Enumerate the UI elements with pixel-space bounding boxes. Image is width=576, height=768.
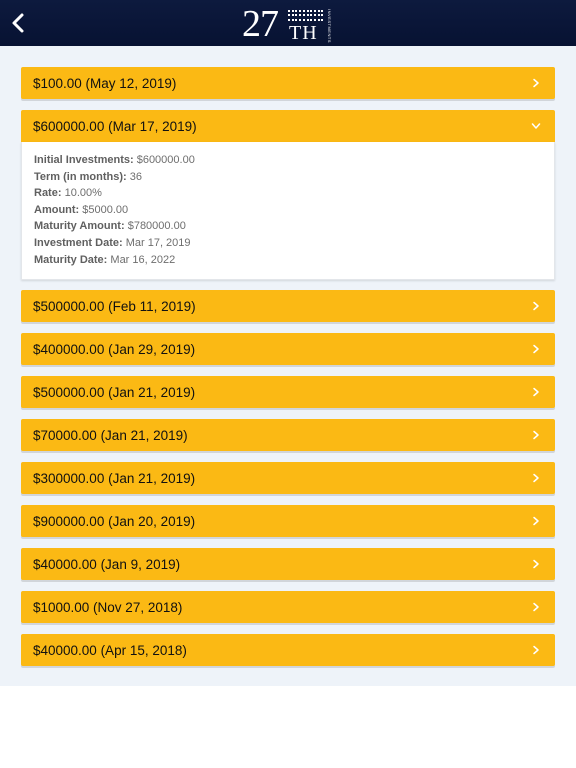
investment-item[interactable] bbox=[21, 548, 555, 580]
investment-item-label: $500000.00 (Jan 21, 2019) bbox=[33, 384, 196, 400]
detail-value: $5000.00 bbox=[82, 203, 129, 216]
chevron-right-icon bbox=[532, 559, 540, 569]
detail-row bbox=[34, 218, 542, 235]
logo-grid-icon bbox=[288, 10, 324, 22]
logo-suffix: TH bbox=[289, 22, 318, 44]
expand-toggle[interactable] bbox=[531, 602, 541, 612]
detail-row bbox=[34, 235, 542, 252]
investment-item[interactable] bbox=[21, 376, 555, 408]
investment-item-label: $70000.00 (Jan 21, 2019) bbox=[33, 427, 188, 443]
collapse-toggle[interactable] bbox=[531, 121, 541, 131]
chevron-down-icon bbox=[531, 122, 541, 130]
investment-item[interactable] bbox=[21, 634, 555, 666]
investment-item[interactable] bbox=[21, 290, 555, 322]
investment-item-label: $900000.00 (Jan 20, 2019) bbox=[33, 513, 196, 529]
investment-item-label: $300000.00 (Jan 21, 2019) bbox=[33, 470, 196, 486]
investment-item[interactable] bbox=[21, 505, 555, 537]
investment-item[interactable] bbox=[21, 333, 555, 365]
detail-row bbox=[34, 152, 542, 169]
detail-row bbox=[34, 252, 542, 269]
expand-toggle[interactable] bbox=[531, 387, 541, 397]
chevron-right-icon bbox=[532, 516, 540, 526]
investment-details-panel bbox=[21, 142, 555, 280]
expand-toggle[interactable] bbox=[531, 430, 541, 440]
detail-key: Maturity Amount: bbox=[34, 220, 125, 233]
expand-toggle[interactable] bbox=[531, 301, 541, 311]
logo-subtitle: INVESTMENTS bbox=[327, 9, 332, 43]
detail-value: $780000.00 bbox=[127, 220, 186, 233]
investment-list-area bbox=[0, 46, 576, 686]
back-button[interactable] bbox=[4, 8, 32, 38]
app-logo bbox=[242, 3, 334, 43]
chevron-right-icon bbox=[532, 430, 540, 440]
investment-item-label: $600000.00 (Mar 17, 2019) bbox=[33, 118, 197, 134]
detail-row bbox=[34, 169, 542, 186]
expand-toggle[interactable] bbox=[531, 78, 541, 88]
expand-toggle[interactable] bbox=[531, 559, 541, 569]
detail-row bbox=[34, 202, 542, 219]
chevron-right-icon bbox=[532, 387, 540, 397]
detail-key: Initial Investments: bbox=[34, 154, 134, 166]
expand-toggle[interactable] bbox=[531, 344, 541, 354]
detail-row bbox=[34, 185, 542, 202]
detail-value: Mar 16, 2022 bbox=[110, 253, 176, 266]
investment-item[interactable] bbox=[21, 462, 555, 494]
investment-item[interactable] bbox=[21, 110, 555, 142]
investment-item-label: $40000.00 (Apr 15, 2018) bbox=[33, 642, 187, 658]
expand-toggle[interactable] bbox=[531, 516, 541, 526]
top-nav-bar bbox=[0, 0, 576, 46]
chevron-right-icon bbox=[532, 78, 540, 88]
chevron-right-icon bbox=[532, 602, 540, 612]
expand-toggle[interactable] bbox=[531, 645, 541, 655]
investment-item-label: $100.00 (May 12, 2019) bbox=[33, 75, 177, 91]
investment-list bbox=[21, 67, 555, 677]
investment-item-label: $500000.00 (Feb 11, 2019) bbox=[33, 298, 196, 314]
investment-item[interactable] bbox=[21, 419, 555, 451]
detail-value: 36 bbox=[129, 170, 142, 183]
investment-item[interactable] bbox=[21, 67, 555, 99]
chevron-right-icon bbox=[532, 301, 540, 311]
chevron-right-icon bbox=[532, 645, 540, 655]
logo-number: 27 bbox=[242, 3, 278, 45]
investment-item[interactable] bbox=[21, 591, 555, 623]
investment-item-label: $400000.00 (Jan 29, 2019) bbox=[33, 341, 196, 357]
detail-value: 10.00% bbox=[64, 187, 102, 200]
detail-key: Investment Date: bbox=[34, 236, 123, 249]
detail-key: Maturity Date: bbox=[34, 253, 108, 266]
detail-value: Mar 17, 2019 bbox=[125, 236, 191, 249]
expand-toggle[interactable] bbox=[531, 473, 541, 483]
chevron-right-icon bbox=[532, 473, 540, 483]
detail-key: Amount: bbox=[34, 203, 80, 216]
investment-item-label: $1000.00 (Nov 27, 2018) bbox=[33, 599, 183, 615]
detail-key: Term (in months): bbox=[34, 170, 127, 183]
chevron-left-icon bbox=[11, 12, 25, 34]
investment-item-label: $40000.00 (Jan 9, 2019) bbox=[33, 556, 181, 572]
chevron-right-icon bbox=[532, 344, 540, 354]
detail-value: $600000.00 bbox=[136, 154, 195, 166]
detail-key: Rate: bbox=[34, 187, 62, 200]
